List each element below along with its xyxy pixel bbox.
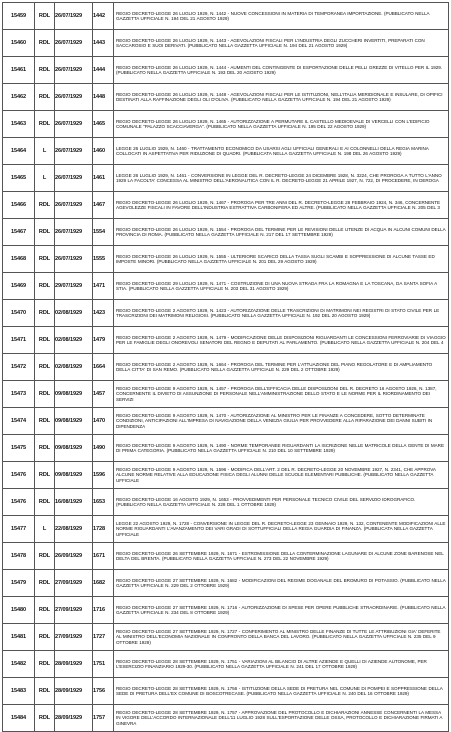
act-description: REGIO DECRETO-LEGGE 27 SETTEMBRE 1929, N. 1682 - MODIFICAZIONI DEL REGIME DOGANALE DEL BROMURO DI POTASSIO. (PUBBLICATO NELLA GAZZETTA UFFICIALE N. 229 DEL 2 OTTOBRE 1929) [114, 570, 449, 597]
act-date: 26/07/1929 [55, 111, 93, 138]
act-number: 1554 [93, 219, 114, 246]
act-date: 27/09/1929 [55, 597, 93, 624]
act-number: 1444 [93, 57, 114, 84]
act-date: 26/07/1929 [55, 138, 93, 165]
entry-number: 15480 [3, 597, 35, 624]
table-row [3, 192, 449, 219]
act-date: 27/09/1929 [55, 624, 93, 651]
act-date: 28/09/1929 [55, 705, 93, 732]
act-number: 1716 [93, 597, 114, 624]
act-description: REGIO DECRETO-LEGGE 28 SETTEMBRE 1929, N. 1751 - VARIAZIONI AL BILANCIO DI ALTRE AZIENDE E QUELLI DI AZIENDE AUTONOME, PER L'ESERCIZIO FINANZIARIO 1929-30. (PUBBLICATO NELLA GAZZETTA UFFICIALE N. 241 DEL 17 OTTOBRE 1929) [114, 651, 449, 678]
entry-number: 15475 [3, 435, 35, 462]
table-row [3, 489, 449, 516]
table-row [3, 678, 449, 705]
act-description: REGIO DECRETO-LEGGE 9 AGOSTO 1929, N. 1470 - AUTORIZZAZIONE AL MINISTRO PER LE FINANZE A CONCEDERE, SOTTO DETERMINATE CONDIZIONI, ANTICIPAZIONI ALL'IMPRESA DI NAVIGAZIONE DELLA VENEZIA GIULIA PER PROVVEDERE ALLA RIPARAZIONE DEI DANNI SUBITI IN DIPENDENZA [114, 408, 449, 435]
table-row [3, 327, 449, 354]
act-date: 26/09/1929 [55, 543, 93, 570]
table-row [3, 219, 449, 246]
act-type: RDL [35, 246, 55, 273]
table-row [3, 651, 449, 678]
entry-number: 15471 [3, 327, 35, 354]
act-description: REGIO DECRETO-LEGGE 27 SETTEMBRE 1929, N. 1727 - CONFERIMENTO AL MINISTRO DELLE FINANZE DI TUTTE LE ATTRIBUZIONI GIA' DEFERITE AL MINISTRO DELL'ECONOMIA NAZIONALE IN CONFRONTO DELLA BANCA DEL LAVORO. (PUBBLICATO NELLA GAZZETTA UFFICIALE N. 235 DEL 9 OTTOBRE 1929) [114, 624, 449, 651]
act-type: RDL [35, 381, 55, 408]
entry-number: 15483 [3, 678, 35, 705]
entry-number: 15474 [3, 408, 35, 435]
act-description: REGIO DECRETO-LEGGE 2 AGOSTO 1929, N. 1664 - PROROGA DEL TERMINE PER L'ATTUAZIONE DEL PIANO REGOLATORE E DI AMPLIAMENTO DELLA CITTA' DI SAN REMO. (PUBBLICATO NELLA GAZZETTA UFFICIALE N. 229 DEL 2 OTTOBRE 1929) [114, 354, 449, 381]
act-date: 27/09/1929 [55, 570, 93, 597]
act-description: REGIO DECRETO-LEGGE 26 LUGLIO 1929, N. 1467 - PROROGA PER TRE ANNI DEL R. DECRETO-LEGGE 28 FEBBRAIO 1924, N. 346, CONCERNENTE AGEVOLEZZE FISCALI IN FAVORE DELL'INDUSTRIA ESTRATTIVA CARBONIFERA ED ALTRE. (PUBBLICATO NELLA GAZZETTA UFFICIALE N. 205 DEL 3 [114, 192, 449, 219]
act-type: RDL [35, 543, 55, 570]
act-date: 26/07/1929 [55, 30, 93, 57]
act-description: REGIO DECRETO-LEGGE 26 LUGLIO 1929, N. 1444 - AUMENTI DEL CONTINGENTE DI ESPORTAZIONE DELLE PELLI GREZZE DI VITELLO PER IL 1929. (PUBBLICATO NELLA GAZZETTA UFFICIALE N. 193 DEL 20 AGOSTO 1929) [114, 57, 449, 84]
act-number: 1465 [93, 111, 114, 138]
act-type: RDL [35, 462, 55, 489]
act-type: RDL [35, 705, 55, 732]
entry-number: 15468 [3, 246, 35, 273]
entry-number: 15473 [3, 381, 35, 408]
act-number: 1555 [93, 246, 114, 273]
entry-number: 15469 [3, 273, 35, 300]
act-description: REGIO DECRETO-LEGGE 9 AGOSTO 1929, N. 1490 - NORME TEMPORANEE RIGUARDANTI LA ISCRIZIONE NELLE MATRICOLE DELLA GENTE DI MARE DI PRIMA CATEGORIA. (PUBBLICATO NELLA GAZZETTA UFFICIALE N. 210 DEL 10 SETTEMBRE 1929) [114, 435, 449, 462]
entry-number: 15481 [3, 624, 35, 651]
act-date: 16/08/1929 [55, 489, 93, 516]
act-type: RDL [35, 273, 55, 300]
entry-number: 15482 [3, 651, 35, 678]
table-row [3, 408, 449, 435]
act-type: RDL [35, 327, 55, 354]
entry-number: 15460 [3, 30, 35, 57]
act-description: REGIO DECRETO-LEGGE 26 LUGLIO 1929, N. 1448 - AGEVOLAZIONI FISCALI PER LE ISTITUZIONI, NELL'ITALIA MERIDIONALE E INSULARE, DI OPIFICI DESTINATI ALLA RAFFINAZIONE DEGLI OLI D'OLIVA. (PUBBLICATO NELLA GAZZETTA UFFICIALE N. 194 DEL 21 AGOSTO 1929) [114, 84, 449, 111]
legislation-table [2, 2, 449, 732]
act-number: 1756 [93, 678, 114, 705]
act-type: RDL [35, 678, 55, 705]
act-type: RDL [35, 300, 55, 327]
act-description: REGIO DECRETO-LEGGE 28 SETTEMBRE 1929, N. 1757 - APPROVAZIONE DEL PROTOCOLLO E DICHIARAZIONI ANNESSE CONCERNENTI LA MESSA IN VIGORE DELL'ACCORDO INTERNAZIONALE DELL'11 LUGLIO 1928 SULL'ESPORTAZIONE DELLE OSSA, PROTOCOLLO E DICHIARAZIONE FIRMATI A GINEVRA [114, 705, 449, 732]
table-row [3, 3, 449, 30]
act-type: RDL [35, 624, 55, 651]
entry-number: 15472 [3, 354, 35, 381]
table-row [3, 543, 449, 570]
table-row [3, 624, 449, 651]
act-number: 1596 [93, 462, 114, 489]
act-description: REGIO DECRETO-LEGGE 26 SETTEMBRE 1929, N. 1671 - ESTROMISSIONE DELLA CONTERMINAZIONE LAGUNARE DI ALCUNE ZONE BARENOSE NEL DELTA DEL BRENTA. (PUBBLICATO NELLA GAZZETTA UFFICIALE N. 273 DEL 22 NOVEMBRE 1929) [114, 543, 449, 570]
entry-number: 15463 [3, 111, 35, 138]
act-number: 1460 [93, 138, 114, 165]
act-number: 1467 [93, 192, 114, 219]
act-description: REGIO DECRETO-LEGGE 26 LUGLIO 1929, N. 1465 - AUTORIZZAZIONE A PERMUTARE IL CASTELLO MEDIOEVALE DI VERCELLI CON L'EDIFICIO COMUNALE "PALAZZO SCACCIAVERGA". (PUBBLICATO NELLA GAZZETTA UFFICIALE N. 195 DEL 22 AGOSTO 1929) [114, 111, 449, 138]
act-description: REGIO DECRETO-LEGGE 16 AGOSTO 1929, N. 1653 - PROVVEDIMENTI PER PERSONALE TECNICO CIVILE DEL SERVIZIO IDROGRAFICO. (PUBBLICATO NELLA GAZZETTA UFFICIALE N. 228 DEL 1 OTTOBRE 1929) [114, 489, 449, 516]
entry-number: 15462 [3, 84, 35, 111]
act-number: 1757 [93, 705, 114, 732]
act-number: 1664 [93, 354, 114, 381]
table-row [3, 84, 449, 111]
table-row [3, 597, 449, 624]
act-date: 02/08/1929 [55, 327, 93, 354]
act-description: LEGGE 22 AGOSTO 1929, N. 1728 - CONVERSIONE IN LEGGE DEL R. DECRETO-LEGGE 23 GENNAIO 1929, N. 132, CONTENENTE MODIFICAZIONI ALLE NORME RIGUARDANTI L'AVANZAMENTO DEI VARI GRADI DI SOTTUFFICIALI DELLA REGIA GUARDIA DI FINANZA. (PUBBLICATA NELLA GAZZETTA UFFICIALE [114, 516, 449, 543]
act-date: 02/08/1929 [55, 300, 93, 327]
act-date: 09/08/1929 [55, 435, 93, 462]
table-row [3, 705, 449, 732]
table-row [3, 165, 449, 192]
entry-number: 15466 [3, 192, 35, 219]
act-type: RDL [35, 435, 55, 462]
act-date: 29/07/1929 [55, 273, 93, 300]
act-type: RDL [35, 219, 55, 246]
act-description: LEGGE 26 LUGLIO 1929, N. 1460 - TRATTAMENTO ECONOMICO DA USARSI AGLI UFFICIALI GENERALI E AI COLONNELLI DELLA REGIA MARINA COLLOCATI IN ASPETTATIVA PER RIDUZIONE DI QUADRI. (PUBBLICATA NELLA GAZZETTA UFFICIALE N. 198 DEL 26 AGOSTO 1929) [114, 138, 449, 165]
act-date: 22/08/1929 [55, 516, 93, 543]
act-description: REGIO DECRETO-LEGGE 26 LUGLIO 1929, N. 1555 - ULTERIORE SCARICO DELLA TASSA SUGLI SCAMBI E SOPPRESSIONE DI ALCUNE TASSE ED IMPOSTE MINORI. (PUBBLICATO NELLA GAZZETTA UFFICIALE N. 201 DEL 29 AGOSTO 1929) [114, 246, 449, 273]
act-description: LEGGE 26 LUGLIO 1929, N. 1461 - CONVERSIONE IN LEGGE DEL R. DECRETO-LEGGE 24 DICEMBRE 1928, N. 3224, CHE PROROGA A TUTTO L'ANNO 1929 LA FACOLTA' CONCESSA AL MINISTRO DELL'AERONAUTICA CON IL R. DECRETO-LEGGE 21 APRILE 1927, N. 722, DI PROCEDERE, IN DEROGA [114, 165, 449, 192]
act-type: RDL [35, 408, 55, 435]
act-date: 09/08/1929 [55, 462, 93, 489]
act-description: REGIO DECRETO-LEGGE 9 AGOSTO 1929, N. 1596 - MODIFICA DELL'ART. 2 DEL R. DECRETO-LEGGE 20 NOVEMBRE 1927, N. 2341, CHE APPROVA ALCUNE NORME RELATIVE ALLA EDUCAZIONE FISICA DEGLI ALUNNI DELLE SCUOLE ELEMENTARI PUBBLICHE. (PUBBLICATO NELLA GAZZETTA UFFICIALE [114, 462, 449, 489]
table-row [3, 300, 449, 327]
table-row [3, 354, 449, 381]
act-description: REGIO DECRETO-LEGGE 29 LUGLIO 1929, N. 1471 - COSTRUZIONE DI UNA NUOVA STRADA FRA LA ROMAGNA E LA TOSCANA, DA SANTA SOFIA A STIA. (PUBBLICATO NELLA GAZZETTA UFFICIALE N. 203 DEL 31 AGOSTO 1929) [114, 273, 449, 300]
act-date: 26/07/1929 [55, 3, 93, 30]
act-date: 26/07/1929 [55, 57, 93, 84]
act-type: RDL [35, 30, 55, 57]
act-type: RDL [35, 3, 55, 30]
table-row [3, 57, 449, 84]
entry-number: 15461 [3, 57, 35, 84]
entry-number: 15479 [3, 570, 35, 597]
act-description: REGIO DECRETO-LEGGE 26 LUGLIO 1929, N. 1443 - AGEVOLAZIONI FISCALI PER L'INDUSTRIA DEGLI ZUCCHERI INVERTITI, PREPARATI CON SACCAROSIO E SUOI DERIVATI. (PUBBLICATO NELLA GAZZETTA UFFICIALE N. 194 DEL 21 AGOSTO 1929) [114, 30, 449, 57]
entry-number: 15467 [3, 219, 35, 246]
act-type: RDL [35, 597, 55, 624]
act-date: 09/08/1929 [55, 381, 93, 408]
entry-number: 15477 [3, 516, 35, 543]
act-number: 1457 [93, 381, 114, 408]
act-number: 1671 [93, 543, 114, 570]
act-date: 26/07/1929 [55, 219, 93, 246]
entry-number: 15478 [3, 543, 35, 570]
entry-number: 15484 [3, 705, 35, 732]
act-description: REGIO DECRETO-LEGGE 26 LUGLIO 1929, N. 1554 - PROROGA DEL TERMINE PER LE REVISIONI DELLE UTENZE DI ACQUA IN ALCUNI COMUNI DELLA PROVINCIA DI ROMA. (PUBBLICATO NELLA GAZZETTA UFFICIALE N. 217 DEL 17 SETTEMBRE 1929) [114, 219, 449, 246]
act-description: REGIO DECRETO-LEGGE 9 AGOSTO 1929, N. 1457 - PROROGA DELL'EFFICACIA DELLE DISPOSIZIONI DEL R. DECRETO 16 AGOSTO 1926, N. 1387, CONCERNENTE IL DIVIETO DI ASSUNZIONE DI PERSONALE NELL'AMMINISTRAZIONE DELLO STATO E LE NORME PER IL RIORDINAMENTO DEI SERVIZI [114, 381, 449, 408]
table-row [3, 462, 449, 489]
table-row [3, 138, 449, 165]
act-type: RDL [35, 84, 55, 111]
table-row [3, 273, 449, 300]
act-description: REGIO DECRETO-LEGGE 26 LUGLIO 1929, N. 1442 - NUOVE CONCESSIONI IN MATERIA DI TEMPORANEA IMPORTAZIONE. (PUBBLICATO NELLA GAZZETTA UFFICIALE N. 194 DEL 21 AGOSTO 1929) [114, 3, 449, 30]
entry-number: 15464 [3, 138, 35, 165]
act-number: 1727 [93, 624, 114, 651]
table-row [3, 435, 449, 462]
act-description: REGIO DECRETO-LEGGE 2 AGOSTO 1929, N. 1479 - MODIFICAZIONE DELLE DISPOSIZIONI RIGUARDANTI LE CONCESSIONI FERROVIARIE DI VIAGGIO PER LE FAMIGLIE DEGLI ONOREVOLI SENATORI DEL REGNO E DEPUTATI AL PARLAMENTO. (PUBBLICATO NELLA GAZZETTA UFFICIALE N. 204 DEL 4 [114, 327, 449, 354]
act-type: L [35, 165, 55, 192]
act-number: 1443 [93, 30, 114, 57]
act-type: L [35, 516, 55, 543]
act-type: RDL [35, 651, 55, 678]
act-date: 28/09/1929 [55, 678, 93, 705]
entry-number: 15476 [3, 462, 35, 489]
table-row [3, 570, 449, 597]
act-date: 26/07/1929 [55, 246, 93, 273]
act-type: RDL [35, 57, 55, 84]
entry-number: 15470 [3, 300, 35, 327]
table-row [3, 381, 449, 408]
act-type: RDL [35, 192, 55, 219]
act-date: 26/07/1929 [55, 165, 93, 192]
act-number: 1471 [93, 273, 114, 300]
act-description: REGIO DECRETO-LEGGE 27 SETTEMBRE 1929, N. 1716 - AUTORIZZAZIONE DI SPESE PER OPERE PUBBLICHE STRAORDINARIE. (PUBBLICATO NELLA GAZZETTA UFFICIALE N. 234 DEL 8 OTTOBRE 1929) [114, 597, 449, 624]
act-type: RDL [35, 354, 55, 381]
entry-number: 15465 [3, 165, 35, 192]
act-number: 1423 [93, 300, 114, 327]
act-type: RDL [35, 570, 55, 597]
act-number: 1470 [93, 408, 114, 435]
act-number: 1448 [93, 84, 114, 111]
act-date: 28/09/1929 [55, 651, 93, 678]
act-date: 26/07/1929 [55, 192, 93, 219]
act-number: 1751 [93, 651, 114, 678]
legislation-register-page [2, 2, 448, 726]
entry-number: 15476 [3, 489, 35, 516]
act-date: 26/07/1929 [55, 84, 93, 111]
table-row [3, 30, 449, 57]
table-row [3, 111, 449, 138]
act-description: REGIO DECRETO-LEGGE 28 SETTEMBRE 1929, N. 1756 - ISTITUZIONE DELLA SEDE DI PRETURA NEL COMUNE DI POMPEI E SOPPRESSIONE DELLA SEDE DI PRETURA DELL'EX COMUNE DI BOSCOTRECASE. (PUBBLICATO NELLA GAZZETTA UFFICIALE N. 240 DEL 16 OTTOBRE 1929) [114, 678, 449, 705]
entry-number: 15459 [3, 3, 35, 30]
table-row [3, 246, 449, 273]
act-description: REGIO DECRETO-LEGGE 2 AGOSTO 1929, N. 1423 - AUTORIZZAZIONE DELLE TRASCRIZIONI DI MATRIMONI NEI REGISTRI DI STATO CIVILE PER LE TRASCRIZIONI DEI MATRIMONI RELIGIOSI. (PUBBLICATO NELLA GAZZETTA UFFICIALE N. 192 DEL 20 AGOSTO 1929) [114, 300, 449, 327]
table-row [3, 516, 449, 543]
act-number: 1442 [93, 3, 114, 30]
act-date: 09/08/1929 [55, 408, 93, 435]
act-number: 1728 [93, 516, 114, 543]
act-number: 1682 [93, 570, 114, 597]
act-number: 1653 [93, 489, 114, 516]
act-type: L [35, 138, 55, 165]
act-date: 02/08/1929 [55, 354, 93, 381]
act-type: RDL [35, 489, 55, 516]
act-number: 1490 [93, 435, 114, 462]
act-number: 1479 [93, 327, 114, 354]
act-number: 1461 [93, 165, 114, 192]
act-type: RDL [35, 111, 55, 138]
